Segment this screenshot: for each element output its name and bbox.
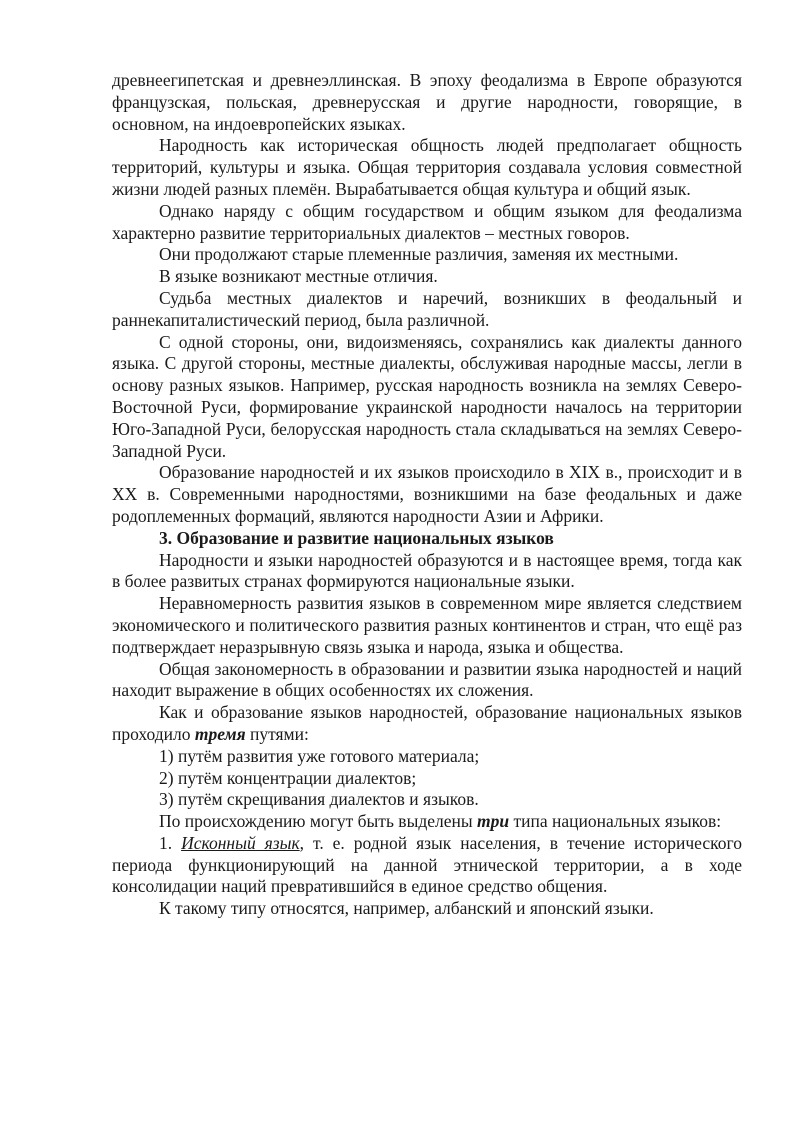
paragraph-7: С одной стороны, они, видоизменяясь, сохранялись как диалекты данного языка. С другой стороны, местные диалекты, обслуживая народные массы, легли в основу разных языков. Например, русская народность возникла на землях Северо-Восточной Руси, формирование украинской народности началось на территории Юго-Западной Руси, белорусская народность стала складываться на землях Северо-Западной Руси. bbox=[112, 331, 742, 461]
paragraph-12-text-b: путями: bbox=[245, 723, 309, 744]
list-item-1: 1) путём развития уже готового материала; bbox=[159, 745, 480, 766]
paragraph-3: Однако наряду с общим государством и общим языком для феодализма характерно развитие территориальных диалектов – местных говоров. bbox=[112, 200, 742, 243]
paragraph-8: Образование народностей и их языков происходило в XIX в., происходит и в XX в. Современными народностями, возникшими на базе феодальных и даже родоплеменных формаций, являются народности Азии и Африки. bbox=[112, 462, 742, 526]
paragraph-4: Они продолжают старые племенные различия, заменяя их местными. bbox=[159, 244, 679, 265]
paragraph-11: Общая закономерность в образовании и развитии языка народностей и наций находит выражение в общих особенностях их сложения. bbox=[112, 658, 742, 701]
paragraph-12 bbox=[112, 702, 742, 746]
paragraph-13 bbox=[112, 811, 742, 833]
term-native-language: Исконный язык bbox=[181, 832, 300, 853]
emphasis-three-types: три bbox=[477, 811, 510, 832]
paragraph-2: Народность как историческая общность людей предполагает общность территорий, культуры и языка. Общая территория создавала условия совместной жизни людей разных племён. Вырабатывается общая культура и общий язык. bbox=[112, 135, 742, 199]
paragraph-15: К такому типу относятся, например, албанский и японский языки. bbox=[159, 898, 654, 919]
paragraph-14 bbox=[112, 833, 742, 898]
section-heading: 3. Образование и развитие национальных языков bbox=[159, 527, 554, 548]
paragraph-14-number: 1. bbox=[159, 832, 182, 853]
list-item-2: 2) путём концентрации диалектов; bbox=[159, 767, 417, 788]
paragraph-9: Народности и языки народностей образуются и в настоящее время, тогда как в более развитых странах формируются национальные языки. bbox=[112, 549, 742, 592]
paragraph-5: В языке возникают местные отличия. bbox=[159, 266, 438, 287]
list-item-3: 3) путём скрещивания диалектов и языков. bbox=[159, 789, 479, 810]
document-page bbox=[112, 70, 742, 920]
paragraph-10: Неравномерность развития языков в современном мире является следствием экономического и политического развития разных континентов и стран, что ещё раз подтверждает неразрывную связь языка и народа, языка и общества. bbox=[112, 593, 742, 657]
paragraph-6: Судьба местных диалектов и наречий, возникших в феодальный и раннекапиталистический период, была различной. bbox=[112, 287, 742, 330]
paragraph-1: древнеегипетская и древнеэллинская. В эпоху феодализма в Европе образуются французская, польская, древнерусская и другие народности, говорящие, в основном, на индоевропейских языках. bbox=[112, 70, 742, 134]
emphasis-three-ways: тремя bbox=[194, 723, 246, 744]
paragraph-13-text-a: По происхождению могут быть выделены bbox=[159, 811, 477, 832]
paragraph-12-text-a: Как и образование языков народностей, образование национальных языков проходило bbox=[112, 702, 742, 744]
paragraph-13-text-b: типа национальных языков: bbox=[509, 811, 722, 832]
paragraph-14-text: , т. е. родной язык населения, в течение исторического периода функционирующий на данной этнической территории, а в ходе консолидации наций превратившийся в единое средство общения. bbox=[112, 832, 742, 897]
